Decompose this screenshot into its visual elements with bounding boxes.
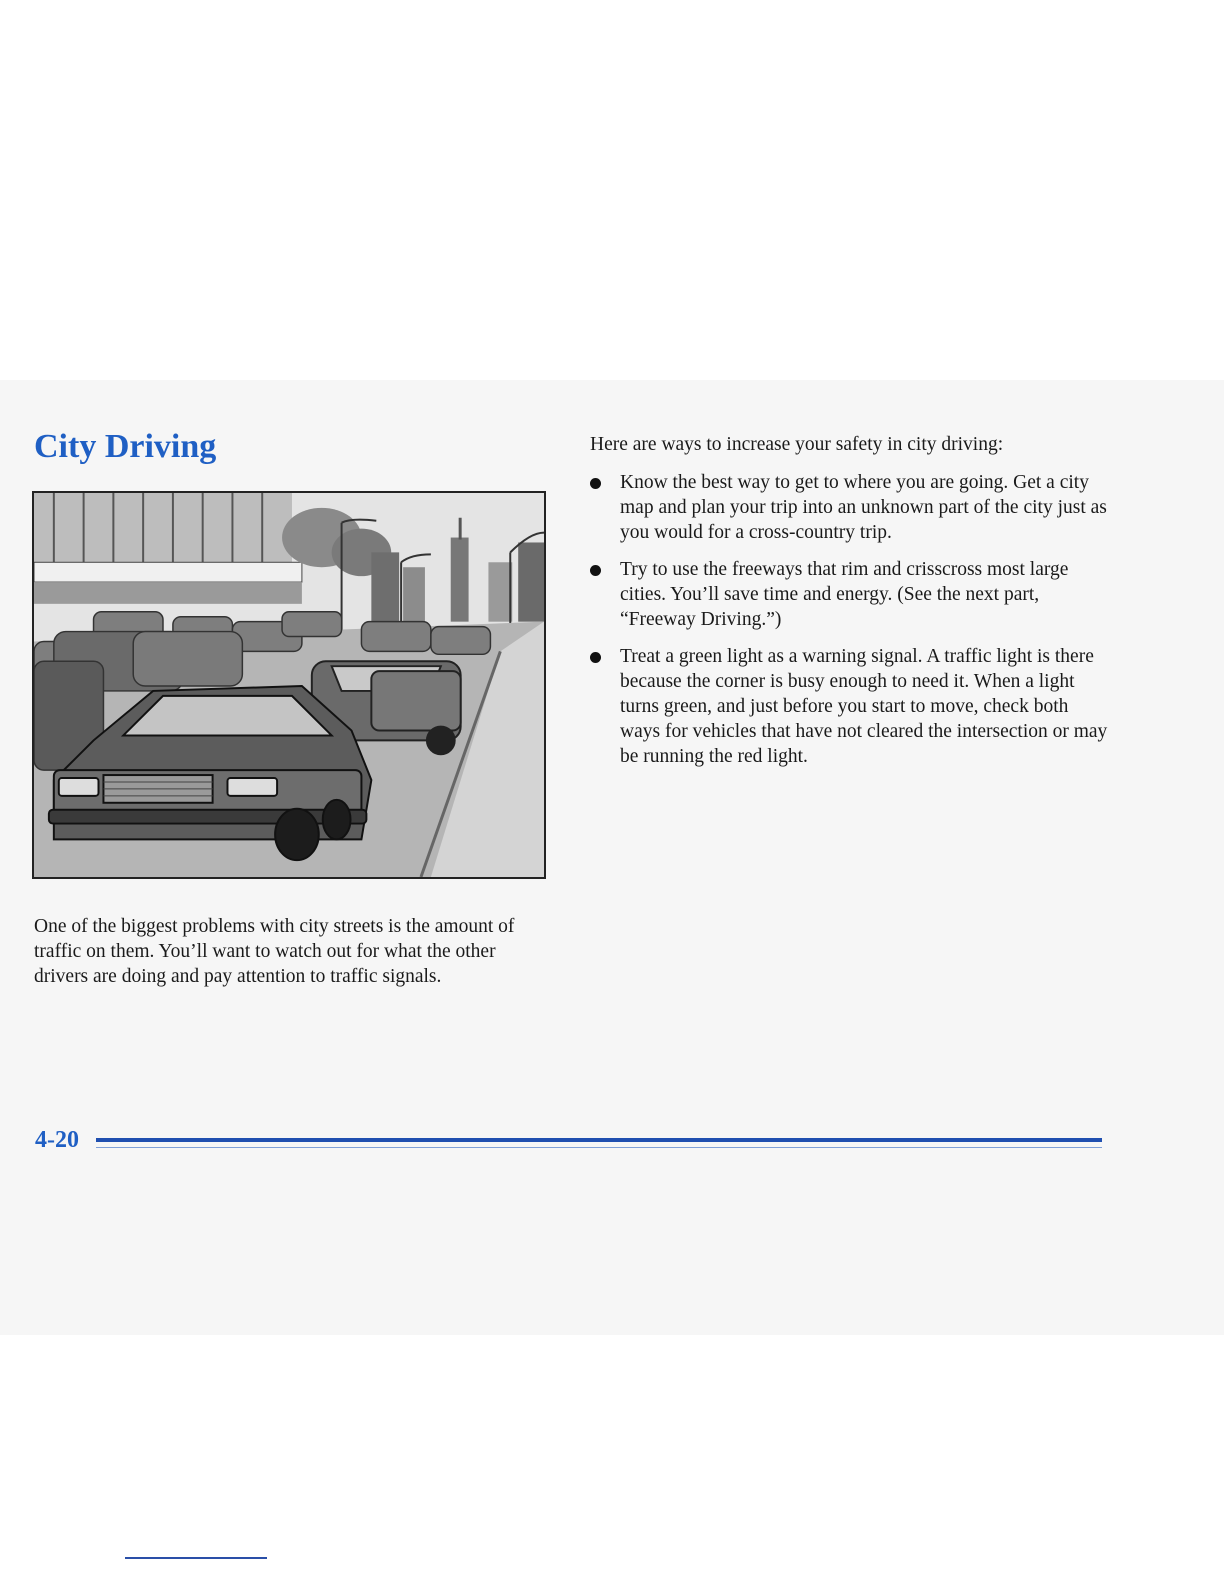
bottom-divider — [125, 1557, 267, 1559]
bullet-icon — [590, 652, 601, 663]
list-item-text: Treat a green light as a warning signal. A traffic light is there because the corner is busy enough to need it. When a light turns green, and just before you start to move, check both ways for vehicles that have not cleared the intersection or may be running the red light. — [620, 646, 1108, 767]
footer-rule-thin — [96, 1147, 1102, 1148]
intro-paragraph: One of the biggest problems with city streets is the amount of traffic on them. You’ll want to watch out for what the other drivers are doing and pay attention to traffic signals. — [34, 916, 515, 987]
list-item — [590, 644, 1110, 769]
section-title: City Driving — [34, 428, 217, 465]
list-item — [590, 557, 1110, 632]
safety-intro: Here are ways to increase your safety in city driving: — [590, 434, 1004, 455]
footer-rule — [96, 1138, 1102, 1142]
list-item-text: Try to use the freeways that rim and crisscross most large cities. You’ll save time and energy. (See the next part, “Freeway Driving.”) — [620, 559, 1069, 630]
city-traffic-drawing — [34, 493, 544, 877]
safety-tips-list — [590, 470, 1110, 781]
bullet-icon — [590, 478, 601, 489]
bullet-icon — [590, 565, 601, 576]
list-item-text: Know the best way to get to where you are going. Get a city map and plan your trip into an unknown part of the city just as you would for a cross-country trip. — [620, 472, 1107, 543]
city-traffic-illustration — [32, 491, 546, 879]
list-item — [590, 470, 1110, 545]
page-number: 4-20 — [35, 1127, 79, 1153]
